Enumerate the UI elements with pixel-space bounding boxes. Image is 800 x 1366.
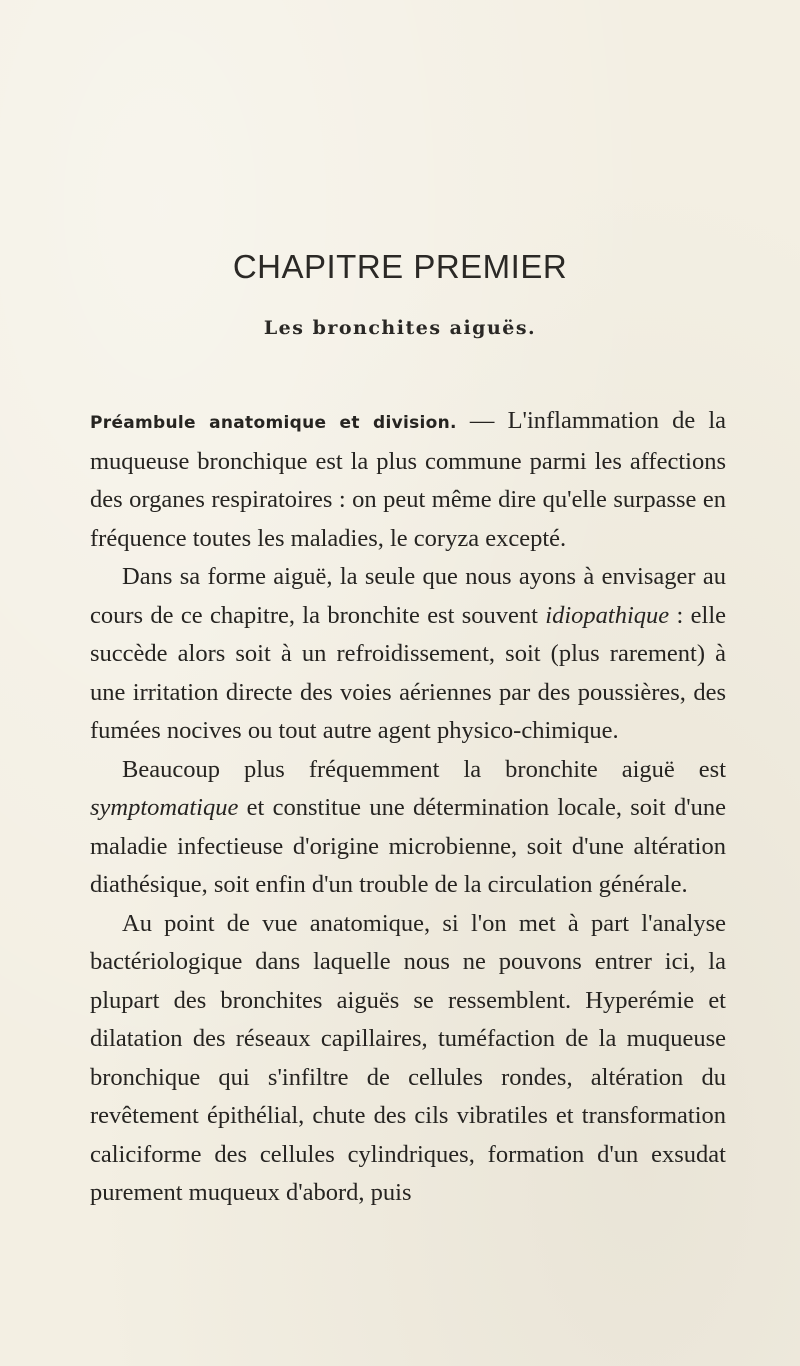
paragraph-text-after: et constitue une détermination locale, soit d'une maladie infectieuse d'origine microbienne, soit d'une altération diathésique, soit enfin d'un trouble de la circulation générale. <box>90 794 726 898</box>
paragraph-text: Au point de vue anatomique, si l'on met à part l'analyse bactériologique dans laquelle nous ne pouvons entrer ici, la plupart des bronchites aiguës se ressemblent. Hyperémie et dilatation des réseaux capillaires, tuméfaction de la muqueuse bronchique qui s'infiltre de cellules rondes, altération du revêtement épithélial, chute des cils vibratiles et transformation caliciforme des cellules cylindriques, formation d'un exsudat purement muqueux d'abord, puis <box>90 909 726 1206</box>
section-title: Les bronchites aiguës. <box>263 317 537 339</box>
paragraph-text-before: Dans sa forme aiguë, la seule que nous ayons à envisager au cours de ce chapitre, la bronchite est souvent <box>90 563 726 629</box>
paragraph-text-after: : elle succède alors soit à un refroidissement, soit (plus rarement) à une irritation directe des voies aériennes par des poussières, des fumées nocives ou tout autre agent physico-chimique. <box>90 601 727 744</box>
chapter-title: CHAPITRE PREMIER <box>232 248 568 285</box>
paragraph-text-before: Beaucoup plus fréquemment la bronchite aiguë est <box>122 755 726 783</box>
emphasis-idiopathique: idiopathique <box>545 601 670 629</box>
paragraph-preambule <box>90 402 726 558</box>
paragraph-lead-heading: Préambule anatomique et division. <box>90 413 457 433</box>
paragraph-text: L'inflammation de la muqueuse bronchique est la plus commune parmi les affections des organes respiratoires : on peut même dire qu'elle surpasse en fréquence toutes les maladies, le coryza excepté. <box>90 407 727 552</box>
emphasis-symptomatique: symptomatique <box>90 794 239 821</box>
paragraph-symptomatique <box>90 751 726 905</box>
paragraph-anatomique <box>90 905 726 1213</box>
paragraph-forme-aigue <box>90 558 726 751</box>
body-text <box>90 402 726 1213</box>
paragraph-dash: — <box>456 407 508 434</box>
